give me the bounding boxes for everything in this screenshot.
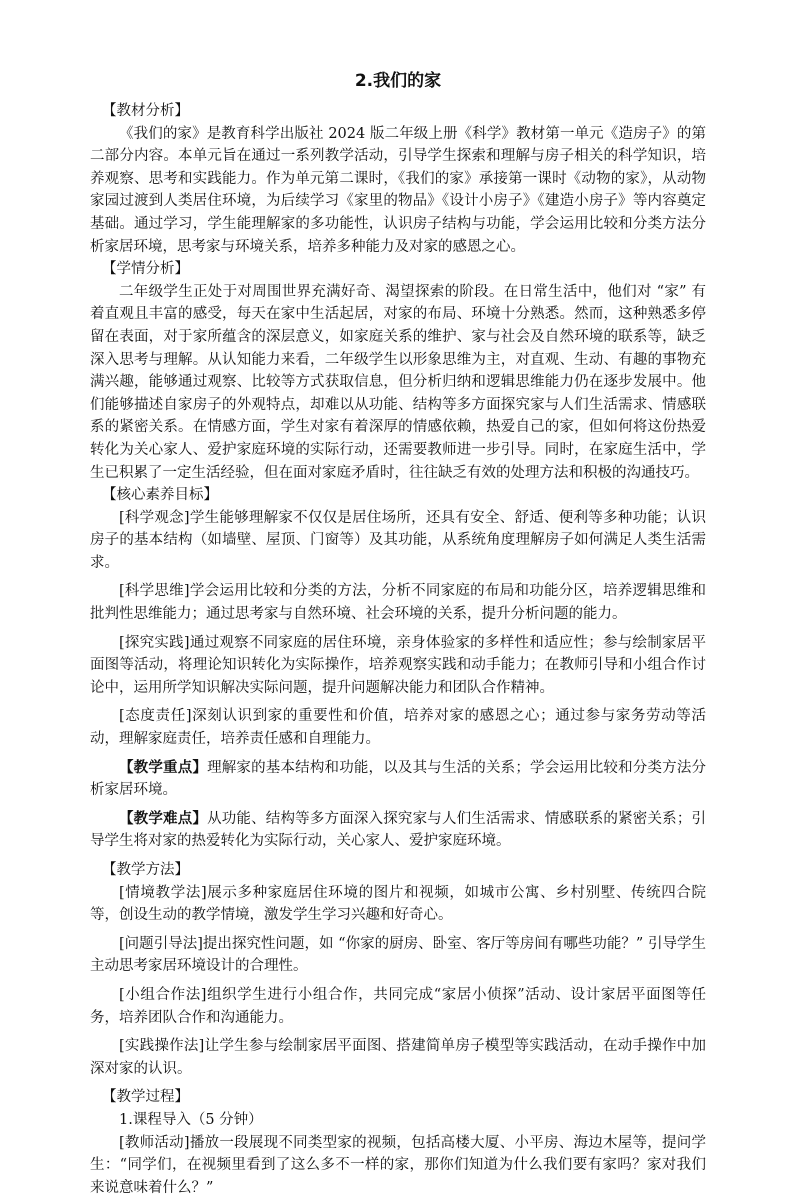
page-title: 2.我们的家 (354, 71, 442, 91)
difficult-points-label: 【教学难点】 (119, 810, 208, 827)
goal-science-concept: [科学观念]学生能够理解家不仅仅是居住场所，还具有安全、舒适、便利等多种功能；认识房子的基本结构（如墙壁、屋顶、门窗等）及其功能，从系统角度理解房子如何满足人类生活需求。 (90, 509, 706, 571)
section-heading-students: 【学情分析】 (102, 261, 189, 278)
step-1-text: [教师活动]播放一段展现不同类型家的视频，包括高楼大厦、小平房、海边木屋等，提问学生：“同学们，在视频里看到了这么多不一样的家，那你们知道为什么我们要有家吗？家对我们来说意味着什么？” (90, 1134, 706, 1196)
key-points-text: 理解家的基本结构和功能，以及其与生活的关系；学会运用比较和分类方法分析家居环境。 (90, 759, 706, 799)
difficult-points-text: 从功能、结构等多方面深入探究家与人们生活需求、情感联系的紧密关系；引导学生将对家的热爱转化为实际行动，关心家人、爱护家庭环境。 (90, 810, 706, 850)
key-points-label: 【教学重点】 (119, 759, 208, 776)
section-heading-analysis: 【教材分析】 (102, 103, 189, 119)
key-points (90, 757, 706, 802)
method-practical-operation: [实践操作法]让学生参与绘制家居平面图、搭建简单房子模型等实践活动，在动手操作中加深对家的认识。 (90, 1038, 706, 1077)
students-paragraph: 二年级学生正处于对周围世界充满好奇、渴望探索的阶段。在日常生活中，他们对 “家” 有着直观且丰富的感受，每天在家中生活起居，对家的布局、环境十分熟悉。然而，这种熟悉多停留在表面，对于家所蕴含的深层意义，如家庭关系的维护、家与社会及自然环境的联系等，缺乏深入思考与理解。从认知能力来看，二年级学生以形象思维为主，对直观、生动、有趣的事物充满兴趣，能够通过观察、比较等方式获取信息，但分析归纳和逻辑思维能力仍在逐步发展中。他们能够描述自家房子的外观特点，却难以从功能、结构等多方面探究家与人们生活需求、情感联系的紧密关系。在情感方面，学生对家有着深厚的情感依赖，热爱自己的家，但如何将这份热爱转化为关心家人、爱护家庭环境的实际行动，还需要教师进一步引导。同时，在家庭生活中，学生已积累了一定生活经验，但在面对家庭矛盾时，往往缺乏有效的处理方法和积极的沟通技巧。 (90, 283, 706, 481)
goal-inquiry-practice: [探究实践]通过观察不同家庭的居住环境，亲身体验家的多样性和适应性；参与绘制家居平面图等活动，将理论知识转化为实际操作，培养观察实践和动手能力；在教师引导和小组合作讨论中，运用所学知识解决实际问题，提升问题解决能力和团队合作精神。 (90, 634, 706, 696)
goal-attitude-responsibility: [态度责任]深刻认识到家的重要性和价值，培养对家的感恩之心；通过参与家务劳动等活动，理解家庭责任，培养责任感和自理能力。 (90, 708, 706, 748)
goal-science-thinking: [科学思维]学会运用比较和分类的方法，分析不同家庭的布局和功能分区，培养逻辑思维和批判性思维能力；通过思考家与自然环境、社会环境的关系，提升分析问题的能力。 (90, 583, 706, 623)
step-1-title: 1.课程导入（5 分钟） (119, 1111, 263, 1128)
analysis-paragraph: 《我们的家》是教育科学出版社 2024 版二年级上册《科学》教材第一单元《造房子》的第二部分内容。本单元旨在通过一系列教学活动，引导学生探索和理解与房子相关的科学知识，培养观察、思考和实践能力。作为单元第二课时，《我们的家》承接第一课时《动物的家》，从动物家园过渡到人类居住环境，为后续学习《家里的物品》《设计小房子》《建造小房子》等内容奠定基础。通过学习，学生能理解家的多功能性，认识房子结构与功能，学会运用比较和分类方法分析家居环境，思考家与环境关系，培养多种能力及对家的感恩之心。 (90, 125, 706, 255)
method-group-cooperation: [小组合作法]组织学生进行小组合作，共同完成“家居小侦探”活动、设计家居平面图等任务，培养团队合作和沟通能力。 (90, 986, 706, 1026)
difficult-points (90, 808, 706, 853)
section-heading-process: 【教学过程】 (102, 1089, 189, 1106)
method-situational: [情境教学法]展示多种家庭居住环境的图片和视频，如城市公寓、乡村别墅、传统四合院等，创设生动的教学情境，激发学生学习兴趣和好奇心。 (90, 884, 706, 924)
section-heading-goals: 【核心素养目标】 (102, 487, 218, 504)
method-question-guided: [问题引导法]提出探究性问题，如 “你家的厨房、卧室、客厅等房间有哪些功能？” 引导学生主动思考家居环境设计的合理性。 (90, 935, 706, 975)
section-heading-methods: 【教学方法】 (102, 862, 189, 878)
